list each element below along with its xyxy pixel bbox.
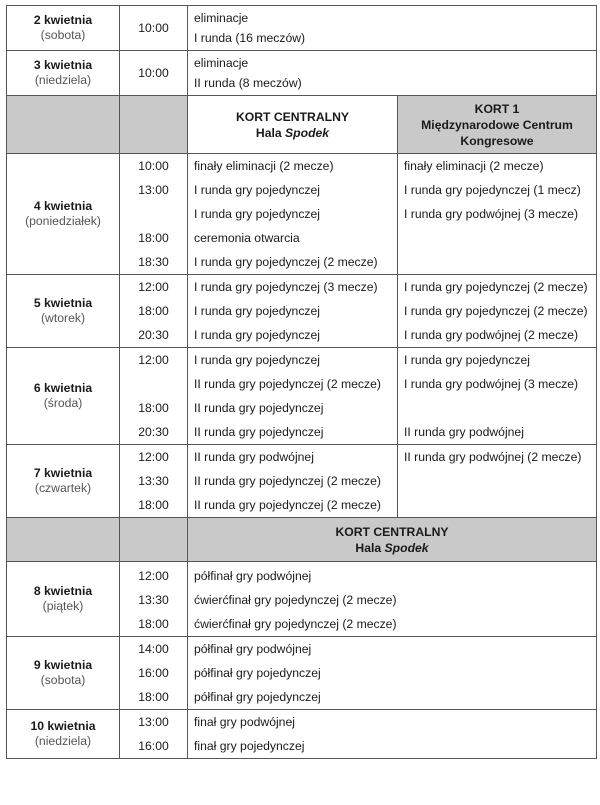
- event-label: II runda gry podwójnej: [404, 425, 524, 439]
- event-label: II runda gry podwójnej (2 mecze): [404, 450, 582, 464]
- time-label: 13:00: [138, 715, 169, 729]
- event-cell-centralny: [188, 562, 597, 637]
- event-label: II runda gry podwójnej: [194, 450, 314, 464]
- time-label: 13:00: [138, 183, 169, 197]
- weekday-label: (sobota): [40, 673, 86, 687]
- event-label: ćwierćfinał gry pojedynczej (2 mecze): [194, 593, 397, 607]
- event-label: I runda gry pojedynczej (2 mecze): [404, 280, 588, 294]
- time-label: 20:30: [138, 328, 169, 342]
- event-label: I runda gry pojedynczej: [194, 328, 321, 342]
- header-blank-time: [120, 96, 188, 154]
- event-label: półfinał gry podwójnej: [194, 569, 312, 583]
- schedule-row-apr3: [7, 51, 597, 96]
- event-cell: [188, 6, 597, 51]
- event-cell-kort1: [398, 348, 597, 445]
- time-label: 20:30: [138, 425, 169, 439]
- weekday-label: (sobota): [40, 28, 86, 42]
- time-label: 12:00: [138, 450, 169, 464]
- time-label: 18:30: [138, 255, 169, 269]
- event-label: I runda gry pojedynczej: [194, 353, 321, 367]
- time-label: 18:00: [138, 498, 169, 512]
- court-header-centralny: [188, 96, 398, 154]
- schedule-row-apr2: [7, 6, 597, 51]
- event-label: II runda gry pojedynczej (2 mecze): [194, 474, 381, 488]
- weekday-label: (poniedziałek): [25, 214, 101, 228]
- event-label: finały eliminacji (2 mecze): [404, 159, 544, 173]
- time-label: 18:00: [138, 401, 169, 415]
- court-title: KORT CENTRALNY: [235, 109, 350, 124]
- event-label: półfinał gry podwójnej: [194, 642, 312, 656]
- event-label: I runda gry pojedynczej (1 mecz): [404, 183, 581, 197]
- event-cell-centralny: [188, 710, 597, 759]
- time-label: 18:00: [138, 690, 169, 704]
- date-cell: [7, 445, 120, 518]
- time-label: 12:00: [138, 569, 169, 583]
- schedule-row-apr5: [7, 275, 597, 348]
- schedule-row-apr8: [7, 562, 597, 637]
- weekday-label: (niedziela): [34, 734, 92, 748]
- event-cell: [188, 51, 597, 96]
- court-header-row: [7, 96, 597, 154]
- weekday-label: (niedziela): [34, 73, 92, 87]
- date-cell: [7, 637, 120, 710]
- time-cell: [120, 154, 188, 275]
- event-label: I runda gry pojedynczej: [404, 353, 531, 367]
- event-label: eliminacje: [194, 56, 249, 70]
- event-label: półfinał gry pojedynczej: [194, 666, 321, 680]
- court-header-row: [7, 518, 597, 562]
- time-label: 18:00: [138, 304, 169, 318]
- event-label: I runda gry podwójnej (2 mecze): [404, 328, 579, 342]
- event-cell-centralny: [188, 154, 398, 275]
- date-cell: [7, 275, 120, 348]
- court-venue: Międzynarodowe Centrum: [421, 117, 573, 132]
- event-label: [398, 493, 596, 517]
- event-label: I runda gry podwójnej (3 mecze): [404, 377, 579, 391]
- date-label: 5 kwietnia: [33, 296, 93, 310]
- time-cell: [120, 637, 188, 710]
- time-label: 14:00: [138, 642, 169, 656]
- event-label: [398, 250, 596, 274]
- weekday-label: (czwartek): [34, 481, 92, 495]
- time-label: 10:00: [138, 66, 169, 80]
- date-label: 7 kwietnia: [33, 466, 93, 480]
- time-cell: [120, 275, 188, 348]
- event-label: I runda gry pojedynczej: [194, 304, 321, 318]
- event-cell-centralny: [188, 445, 398, 518]
- event-label: II runda gry pojedynczej (2 mecze): [194, 377, 381, 391]
- event-label: finały eliminacji (2 mecze): [194, 159, 334, 173]
- schedule-row-apr10: [7, 710, 597, 759]
- time-label: [120, 372, 187, 396]
- event-label: I runda gry pojedynczej (2 mecze): [404, 304, 588, 318]
- court-header-centralny: [188, 518, 597, 562]
- time-cell: [120, 6, 188, 51]
- schedule-row-apr9: [7, 637, 597, 710]
- header-blank-date: [7, 96, 120, 154]
- time-cell: [120, 51, 188, 96]
- date-label: 2 kwietnia: [33, 13, 93, 27]
- weekday-label: (piątek): [42, 599, 84, 613]
- event-cell-centralny: [188, 637, 597, 710]
- event-cell-kort1: [398, 445, 597, 518]
- time-label: 12:00: [138, 280, 169, 294]
- weekday-label: (wtorek): [40, 311, 85, 325]
- event-cell-centralny: [188, 275, 398, 348]
- schedule-row-apr6: [7, 348, 597, 445]
- time-label: 10:00: [138, 159, 169, 173]
- event-label: II runda gry pojedynczej (2 mecze): [194, 498, 381, 512]
- time-label: 18:00: [138, 617, 169, 631]
- time-cell: [120, 348, 188, 445]
- time-cell: [120, 445, 188, 518]
- time-label: [120, 202, 187, 226]
- weekday-label: (środa): [43, 396, 83, 410]
- time-label: 16:00: [138, 666, 169, 680]
- schedule-table: [6, 5, 597, 759]
- court-title: KORT 1: [474, 101, 520, 116]
- time-cell: [120, 710, 188, 759]
- schedule-row-apr7: [7, 445, 597, 518]
- event-label: II runda (8 meczów): [194, 76, 302, 90]
- date-label: 8 kwietnia: [33, 584, 93, 598]
- event-label: I runda (16 meczów): [194, 31, 306, 45]
- date-cell: [7, 348, 120, 445]
- event-label: II runda gry pojedynczej: [194, 401, 324, 415]
- court-venue: Hala Spodek: [255, 125, 330, 140]
- date-label: 9 kwietnia: [33, 658, 93, 672]
- event-label: I runda gry pojedynczej: [194, 207, 321, 221]
- event-label: półfinał gry pojedynczej: [194, 690, 321, 704]
- date-label: 4 kwietnia: [33, 199, 93, 213]
- event-label: [398, 396, 596, 420]
- event-label: [398, 469, 596, 493]
- event-label: I runda gry pojedynczej (2 mecze): [194, 255, 378, 269]
- time-label: 16:00: [138, 739, 169, 753]
- event-label: ćwierćfinał gry pojedynczej (2 mecze): [194, 617, 397, 631]
- date-cell: [7, 562, 120, 637]
- event-cell-kort1: [398, 275, 597, 348]
- event-label: ceremonia otwarcia: [194, 231, 300, 245]
- date-label: 6 kwietnia: [33, 381, 93, 395]
- date-cell: [7, 51, 120, 96]
- event-label: II runda gry pojedynczej: [194, 425, 324, 439]
- time-cell: [120, 562, 188, 637]
- event-label: I runda gry pojedynczej (3 mecze): [194, 280, 378, 294]
- date-cell: [7, 6, 120, 51]
- court-venue: Hala Spodek: [355, 540, 429, 555]
- header-blank-time: [120, 518, 188, 562]
- court-venue-line: Kongresowe: [460, 133, 534, 148]
- date-cell: [7, 154, 120, 275]
- date-label: 10 kwietnia: [30, 719, 96, 733]
- event-label: finał gry pojedynczej: [194, 739, 305, 753]
- event-label: eliminacje: [194, 11, 249, 25]
- court-header-kort1: [398, 96, 597, 154]
- date-cell: [7, 710, 120, 759]
- schedule-row-apr4: [7, 154, 597, 275]
- event-label: I runda gry pojedynczej: [194, 183, 321, 197]
- time-label: 13:30: [138, 474, 169, 488]
- header-blank-date: [7, 518, 120, 562]
- court-title: KORT CENTRALNY: [335, 524, 449, 539]
- event-label: I runda gry podwójnej (3 mecze): [404, 207, 579, 221]
- date-label: 3 kwietnia: [33, 58, 93, 72]
- event-cell-kort1: [398, 154, 597, 275]
- time-label: 13:30: [138, 593, 169, 607]
- time-label: 18:00: [138, 231, 169, 245]
- event-label: finał gry podwójnej: [194, 715, 295, 729]
- event-label: [398, 226, 596, 250]
- event-cell-centralny: [188, 348, 398, 445]
- time-label: 12:00: [138, 353, 169, 367]
- time-label: 10:00: [138, 21, 169, 35]
